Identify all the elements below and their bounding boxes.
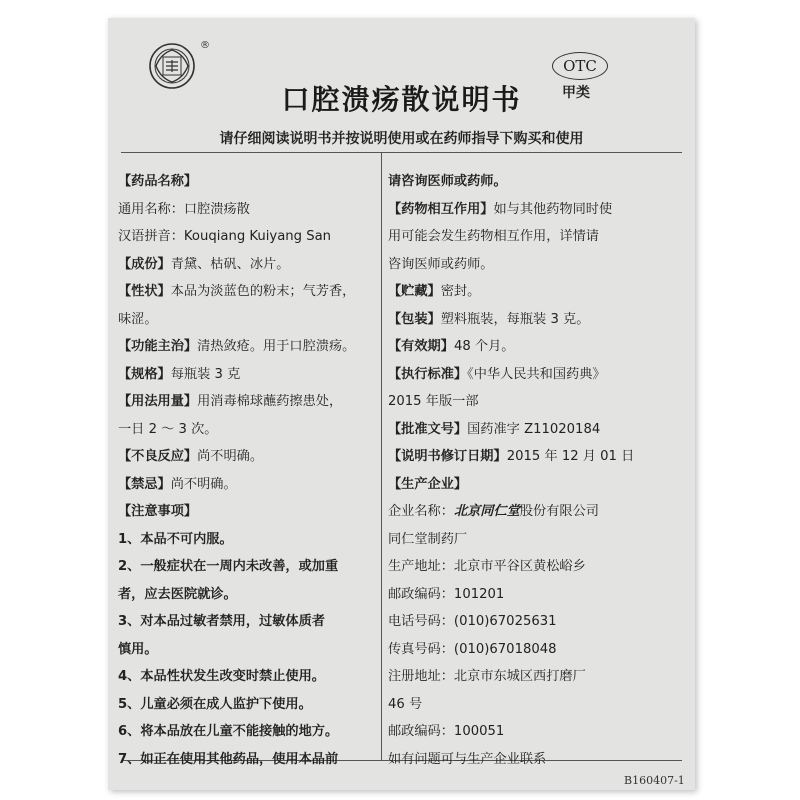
validity-heading: 【有效期】 <box>388 339 454 354</box>
properties-text-cont: 味涩。 <box>118 311 158 327</box>
approval-heading: 【批准文号】 <box>388 421 468 437</box>
document-title: 口腔溃疡散说明书 <box>281 83 522 116</box>
revision-heading: 【说明书修订日期】 <box>388 449 507 464</box>
package-heading: 【包装】 <box>388 311 441 327</box>
leaflet-paper <box>108 18 695 790</box>
contraindication-text: 尚不明确。 <box>170 476 237 492</box>
company-name-cont: 同仁堂制药厂 <box>388 531 468 547</box>
standard-text-cont: 2015 年版一部 <box>388 394 479 409</box>
company-name-rest: 股份有限公司 <box>519 504 599 519</box>
function-heading: 【功能主治】 <box>118 339 198 354</box>
adverse-heading: 【不良反应】 <box>118 449 198 464</box>
postcode: 邮政编码：101201 <box>388 586 505 602</box>
spec-text: 每瓶装 3 克 <box>170 366 241 382</box>
usage-text-cont: 一日 2 ～ 3 次。 <box>118 421 218 437</box>
precautions-heading: 【注意事项】 <box>118 504 198 519</box>
storage-text: 密封。 <box>440 284 481 299</box>
company-brand: 北京同仁堂 <box>453 504 520 519</box>
interaction-text: 如与其他药物同时使 <box>493 201 613 217</box>
precaution-item-2: 2、一般症状在一周内未改善，或加重 <box>118 559 339 574</box>
standard-heading: 【执行标准】 <box>388 366 468 382</box>
production-address: 生产地址：北京市平谷区黄松峪乡 <box>388 559 586 574</box>
generic-name: 通用名称：口腔溃疡散 <box>118 201 250 217</box>
ingredients-heading: 【成份】 <box>118 256 171 272</box>
properties-text: 本品为淡蓝色的粉末；气芳香， <box>170 284 356 299</box>
contact-note: 如有问题可与生产企业联系 <box>388 751 547 767</box>
spec-heading: 【规格】 <box>118 366 171 382</box>
document-code: B160407-1 <box>624 774 685 787</box>
precaution-item-7: 7、如正在使用其他药品，使用本品前 <box>118 751 339 767</box>
document-subtitle: 请仔细阅读说明书并按说明使用或在药师指导下购买和使用 <box>219 131 584 147</box>
right-column <box>388 168 688 773</box>
validity-text: 48 个月。 <box>453 339 515 354</box>
otc-badge: OTC <box>552 52 608 80</box>
drug-name-heading: 【药品名称】 <box>118 174 198 189</box>
column-divider <box>381 153 382 760</box>
precaution-item-2-cont: 者，应去医院就诊。 <box>118 586 237 602</box>
company-label: 企业名称： <box>388 504 454 519</box>
precaution-item-4: 4、本品性状发生改变时禁止使用。 <box>118 669 325 684</box>
approval-text: 国药准字 Z11020184 <box>467 421 601 437</box>
top-rule <box>121 152 682 153</box>
precaution-item-5: 5、儿童必须在成人监护下使用。 <box>118 696 312 712</box>
contraindication-heading: 【禁忌】 <box>118 476 171 492</box>
properties-heading: 【性状】 <box>118 284 171 299</box>
registered-mark: ® <box>200 40 210 51</box>
precaution-item-7-cont: 请咨询医师或药师。 <box>388 174 507 189</box>
manufacturer-heading: 【生产企业】 <box>388 476 468 492</box>
ingredients-text: 青黛、枯矾、冰片。 <box>170 256 290 272</box>
interaction-text-cont-2: 咨询医师或药师。 <box>388 256 494 272</box>
usage-heading: 【用法用量】 <box>118 394 198 409</box>
registered-address: 注册地址：北京市东城区西打磨厂 <box>388 669 586 684</box>
adverse-text: 尚不明确。 <box>197 449 264 464</box>
interaction-text-cont-1: 用可能会发生药物相互作用，详情请 <box>388 229 599 244</box>
left-column <box>118 168 376 773</box>
function-text: 清热敛疮。用于口腔溃疡。 <box>197 339 356 354</box>
package-text: 塑料瓶装，每瓶装 3 克。 <box>440 311 590 327</box>
precaution-item-3-cont: 慎用。 <box>118 641 158 657</box>
precaution-item-6: 6、将本品放在儿童不能接触的地方。 <box>118 724 339 739</box>
otc-category: 甲类 <box>562 85 590 101</box>
registered-postcode: 邮政编码：100051 <box>388 724 505 739</box>
usage-text: 用消毒棉球蘸药擦患处， <box>197 394 343 409</box>
registered-address-cont: 46 号 <box>388 696 423 712</box>
interaction-heading: 【药物相互作用】 <box>388 201 494 217</box>
precaution-item-3: 3、对本品过敏者禁用，过敏体质者 <box>118 614 325 629</box>
standard-text: 《中华人民共和国药典》 <box>467 366 606 382</box>
phone-number: 电话号码：(010)67025631 <box>388 614 557 629</box>
storage-heading: 【贮藏】 <box>388 284 441 299</box>
precaution-item-1: 1、本品不可内服。 <box>118 531 233 547</box>
revision-text: 2015 年 12 月 01 日 <box>506 449 635 464</box>
pinyin-name: 汉语拼音：Kouqiang Kuiyang San <box>118 229 332 244</box>
fax-number: 传真号码：(010)67018048 <box>388 641 557 657</box>
